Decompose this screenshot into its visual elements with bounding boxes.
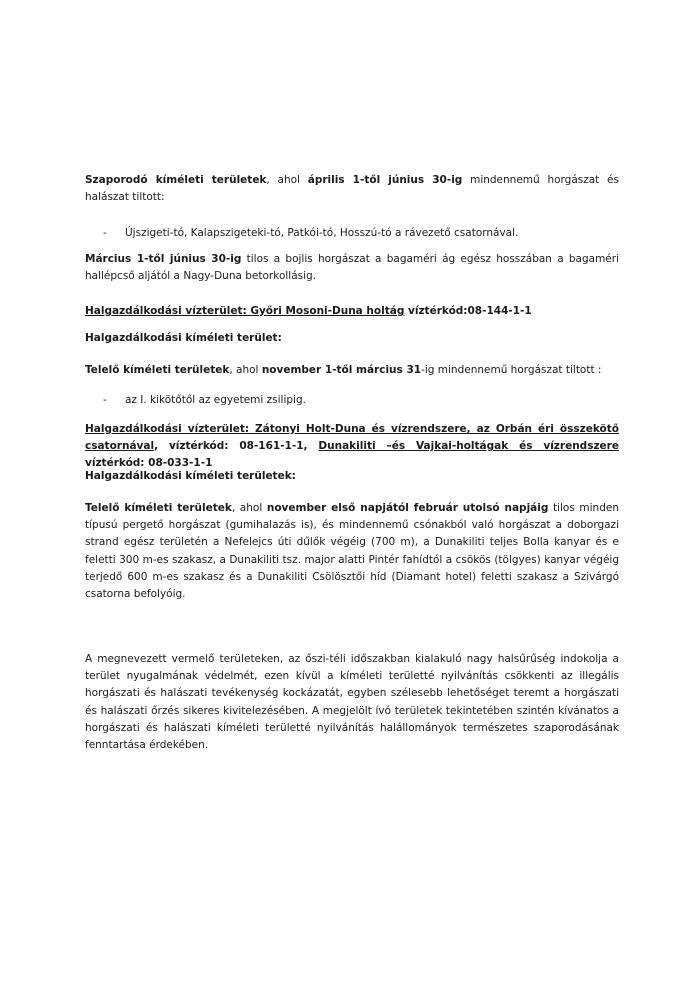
list-item-text: Újszigeti-tó, Kalapszigeteki-tó, Patkói-tó, Hosszú-tó a rávezető csatornával. [125, 227, 519, 239]
bojlis-period: Március 1-től június 30-ig [85, 253, 242, 265]
paragraph-wintering-areas [85, 362, 619, 379]
wintering-areas-term: Telelő kíméleti területek [85, 502, 232, 514]
justification-text: A megnevezett vermelő területeken, az őszi-téli időszakban kialakuló nagy halsűrűség indokolja a terület nyugalmának védelmét, ezen kívül a kíméleti területté nyilvánítás csökkenti az illegális horgászati és halászati tevékenység kockázatát, egyben szélesebb lehetőséget teremt a horgászati és halászati őrzés sikeres kivitelezésében. A megjelölt ívó területek tekintetében szintén kívánatos a horgászati és halászati kíméleti területté nyilvánítás halállományok természetes szaporodásának fenntartása érdekében. [85, 653, 619, 752]
heading-protected-areas [85, 468, 619, 485]
heading-zatonyi [85, 421, 619, 473]
bullet-dash: - [103, 394, 107, 406]
list-item-text: az I. kikötőtől az egyetemi zsilipig. [125, 394, 306, 406]
spawning-areas-term: Szaporodó kíméleti területek [85, 174, 267, 186]
water-area-name: Halgazdálkodási vízterület: Zátonyi Holt-Duna és vízrendszere, az Orbán éri összekötő csatornával [85, 423, 619, 453]
text: tilos a bojlis horgászat a bagaméri ág egész hosszában a bagaméri hallépcső aljától a Nagy-Duna betorkollásig. [85, 253, 619, 283]
text: tilos minden típusú pergető horgászat (gumihalazás is), és mindennemű csónakból való horgászat a doborgazi strand egész területén a Nefelejcs úti dűlők végéig (700 m), a Dunakiliti teljes Bolla kanyar és e feletti 300 m-es szakasz, a Dunakiliti tsz. major alatti Pintér fahídtól a csökös (tölgyes) kanyar végéig terjedő 600 m-es szakasz és a Dunakiliti Csölösztői híd (Diamant hotel) feletti szakasz a Szivárgó csatorna befolyóig. [85, 502, 619, 601]
text: -ig mindennemű horgászat tiltott : [421, 364, 602, 376]
wintering-period: november első napjától február utolsó napjáig [266, 502, 549, 514]
heading-gyor-mosoni [85, 303, 619, 320]
paragraph-wintering-details [85, 500, 619, 603]
water-area-name-2: Dunakiliti –és Vajkai-holtágak és vízrendszere [318, 440, 619, 453]
text: , ahol [229, 364, 262, 376]
bullet-dash: - [103, 227, 107, 239]
section-heading: Halgazdálkodási kíméleti területek: [85, 470, 296, 482]
text: , ahol [266, 174, 308, 186]
water-area-name: Halgazdálkodási vízterület: Győri Mosoni-Duna holtág [85, 305, 405, 317]
water-code-2: víztérkód: 08-033-1-1 [85, 457, 213, 470]
text: mindennemű horgászat és halászat tiltott: [85, 174, 619, 204]
wintering-period: november 1-től március 31 [261, 364, 422, 376]
water-code: víztérkód:08-144-1-1 [404, 305, 532, 317]
heading-protected-area [85, 330, 619, 347]
paragraph-justification [85, 651, 619, 754]
list-item [103, 225, 603, 242]
water-code: , víztérkód: 08-161-1-1, [154, 440, 319, 453]
list-item [103, 392, 603, 409]
paragraph-bojlis-ban [85, 251, 619, 285]
wintering-areas-term: Telelő kíméleti területek [85, 364, 230, 376]
paragraph-spawning-areas [85, 172, 619, 206]
spawning-period: április 1-től június 30-ig [307, 174, 463, 186]
section-heading: Halgazdálkodási kíméleti terület: [85, 332, 282, 344]
text: , ahol [231, 502, 267, 514]
